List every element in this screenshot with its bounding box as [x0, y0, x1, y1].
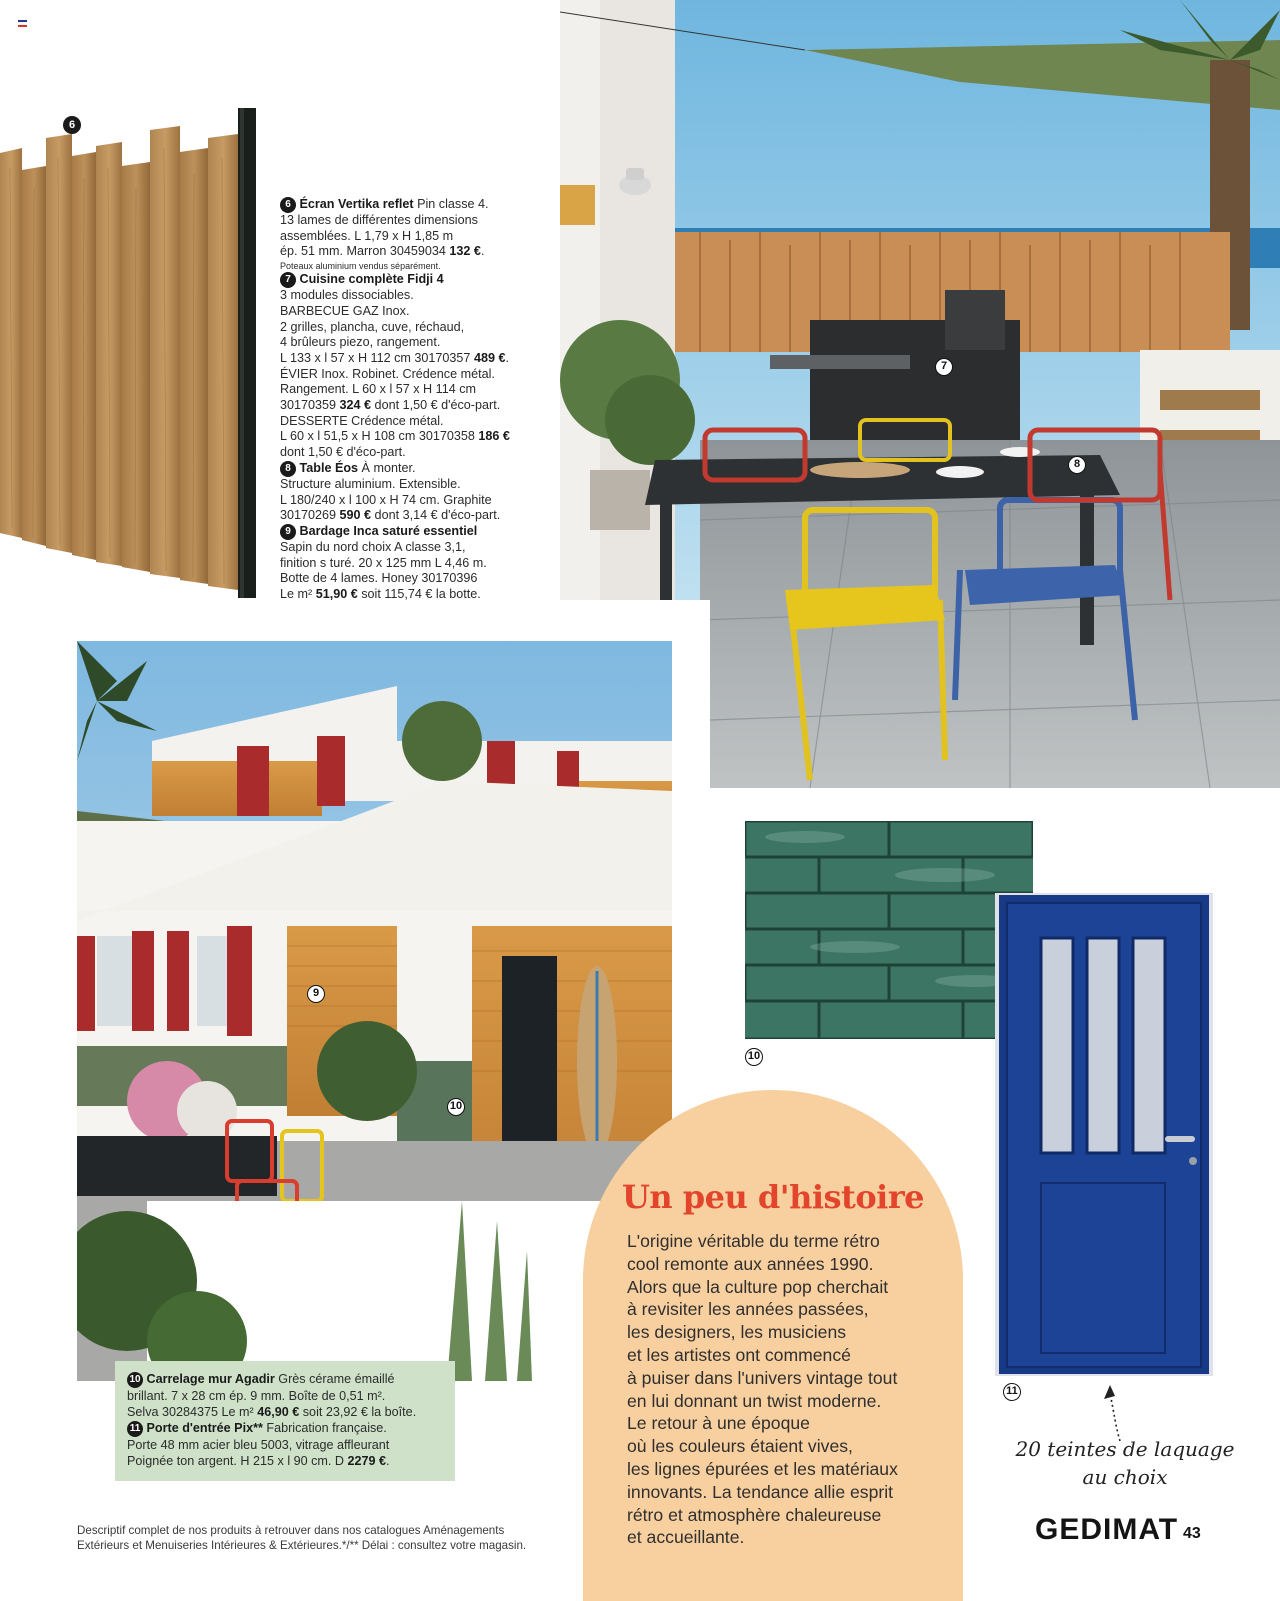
- product-6-line: ép. 51 mm. Marron 30459034: [280, 244, 450, 259]
- product-7-line: ÉVIER Inox. Robinet. Crédence métal.: [280, 366, 495, 381]
- product-7-title: Cuisine complète Fidji 4: [299, 272, 444, 287]
- product-marker-7: 7: [935, 358, 953, 376]
- history-line: et les artistes ont commencé: [627, 1344, 851, 1365]
- product-10-line: brillant. 7 x 28 cm ép. 9 mm. Boîte de 0,51 m².: [127, 1389, 386, 1403]
- product-marker-10-photo: 10: [447, 1098, 465, 1116]
- history-panel: [583, 1090, 963, 1601]
- product-10-price: 46,90 €: [257, 1405, 300, 1419]
- page-number: 43: [1183, 1525, 1201, 1542]
- product-marker-6-text: 6: [280, 197, 296, 213]
- history-line: à puiser dans l'univers vintage tout: [627, 1367, 898, 1388]
- footer-line: Descriptif complet de nos produits à retrouver dans nos catalogues Aménagements: [77, 1524, 505, 1537]
- product-marker-8-text: 8: [280, 461, 296, 477]
- footer-line: Extérieurs et Menuiseries Intérieures & Extérieures.*/** Délai : consultez votre magasin.: [77, 1539, 527, 1552]
- history-line: Alors que la culture pop cherchait: [627, 1276, 889, 1297]
- product-11-line: Porte 48 mm acier bleu 5003, vitrage affleurant: [127, 1438, 390, 1452]
- flag-icon: [18, 20, 27, 27]
- history-line: les lignes épurées et les matériaux: [627, 1458, 898, 1479]
- product-8-line: 30170269: [280, 508, 340, 523]
- product-7-line: DESSERTE Crédence métal.: [280, 413, 444, 428]
- product-8-line: L 180/240 x l 100 x H 74 cm. Graphite: [280, 492, 492, 507]
- product-7-line: .: [505, 350, 509, 365]
- wall-tile-swatch: [745, 821, 1033, 1039]
- product-8-price: 590 €: [339, 508, 372, 523]
- lacquer-note-line: au choix: [1082, 1465, 1168, 1489]
- lacquer-note: [1010, 1435, 1240, 1491]
- product-7-price-cart: 186 €: [478, 429, 510, 444]
- product-marker-10-text: 10: [127, 1372, 143, 1388]
- brand-logo: GEDIMAT: [1035, 1513, 1179, 1546]
- product-7-price-bbq: 489 €: [473, 350, 506, 365]
- product-marker-10: 10: [745, 1048, 763, 1066]
- product-9-line: Botte de 4 lames. Honey 30170396: [280, 571, 478, 586]
- product-9-line: Sapin du nord choix A classe 3,1,: [280, 539, 466, 554]
- product-9-line: soit 115,74 € la botte.: [357, 587, 481, 602]
- history-title: Un peu d'histoire: [621, 1178, 925, 1216]
- product-marker-9-text: 9: [280, 524, 296, 540]
- product-6-line: assemblées. L 1,79 x H 1,85 m: [280, 228, 454, 243]
- arrow-icon: [1098, 1383, 1138, 1443]
- product-10-line: Selva 30284375 Le m²: [127, 1405, 258, 1419]
- history-line: cool remonte aux années 1990.: [627, 1253, 874, 1274]
- product-6-note: Poteaux aluminium vendus séparément.: [280, 261, 441, 272]
- product-9-price: 51,90 €: [315, 587, 358, 602]
- history-body: [627, 1230, 947, 1549]
- history-line: et accueillante.: [627, 1527, 745, 1548]
- product-marker-8: 8: [1068, 456, 1086, 474]
- product-8-line: À monter.: [358, 460, 416, 475]
- fence-product-image: [0, 108, 262, 598]
- product-10-line: soit 23,92 € la boîte.: [299, 1405, 417, 1419]
- history-line: les designers, les musiciens: [627, 1322, 847, 1343]
- history-line: L'origine véritable du terme rétro: [627, 1231, 880, 1251]
- product-7-line: L 133 x l 57 x H 112 cm 30170357: [280, 350, 474, 365]
- lacquer-note-line: 20 teintes de laquage: [1015, 1437, 1235, 1461]
- product-8-line: dont 3,14 € d'éco-part.: [371, 508, 501, 523]
- product-6-line: 13 lames de différentes dimensions: [280, 213, 478, 227]
- product-6-price: 132 €: [449, 244, 481, 259]
- product-7-price-sink: 324 €: [339, 398, 372, 413]
- history-line: en lui donnant un twist moderne.: [627, 1390, 882, 1411]
- product-7-line: Rangement. L 60 x l 57 x H 114 cm: [280, 382, 477, 397]
- product-6-line: .: [480, 244, 485, 259]
- history-line: innovants. La tendance allie esprit: [627, 1481, 894, 1502]
- caption-products-10-11: [115, 1361, 455, 1481]
- product-6-line: Pin classe 4.: [413, 197, 489, 211]
- history-line: où les couleurs étaient vives,: [627, 1436, 853, 1457]
- product-8-line: Structure aluminium. Extensible.: [280, 476, 461, 491]
- product-descriptions: [280, 197, 550, 603]
- product-7-line: dont 1,50 € d'éco-part.: [371, 398, 501, 413]
- product-7-line: L 60 x l 51,5 x H 108 cm 30170358: [280, 429, 479, 444]
- product-9-line: Le m²: [280, 587, 316, 602]
- product-9-line: finition s turé. 20 x 125 mm L 4,46 m.: [280, 555, 487, 570]
- product-11-price: 2279 €: [347, 1454, 387, 1468]
- footer-disclaimer: [77, 1523, 597, 1553]
- product-marker-6: 6: [63, 116, 81, 134]
- product-7-line: BARBECUE GAZ Inox.: [280, 303, 410, 318]
- history-line: à revisiter les années passées,: [627, 1299, 869, 1320]
- product-marker-9: 9: [307, 985, 325, 1003]
- product-marker-7-text: 7: [280, 272, 296, 288]
- product-marker-11: 11: [1003, 1383, 1021, 1401]
- product-10-line: Grès cérame émaillé: [274, 1372, 395, 1386]
- product-11-line: Fabrication française.: [262, 1421, 387, 1435]
- product-7-line: 30170359: [280, 398, 340, 413]
- product-7-line: dont 1,50 € d'éco-part.: [280, 445, 406, 460]
- product-8-title: Table Éos: [299, 460, 359, 475]
- entrance-door-image: [995, 893, 1213, 1376]
- product-6-title: Écran Vertika reflet: [299, 197, 414, 211]
- product-7-line: 2 grilles, plancha, cuve, réchaud,: [280, 319, 465, 334]
- product-7-line: 3 modules dissociables.: [280, 288, 414, 303]
- product-11-line: Poignée ton argent. H 215 x l 90 cm. D: [127, 1454, 348, 1468]
- product-11-title: Porte d'entrée Pix**: [146, 1421, 263, 1435]
- product-9-title: Bardage Inca saturé essentiel: [299, 523, 478, 538]
- history-line: Le retour à une époque: [627, 1413, 810, 1434]
- product-11-line: .: [386, 1454, 390, 1468]
- history-line: rétro et atmosphère chaleureuse: [627, 1504, 882, 1525]
- product-7-line: 4 brûleurs piezo, rangement.: [280, 335, 441, 350]
- product-10-title: Carrelage mur Agadir: [146, 1372, 275, 1386]
- product-marker-11-text: 11: [127, 1421, 143, 1437]
